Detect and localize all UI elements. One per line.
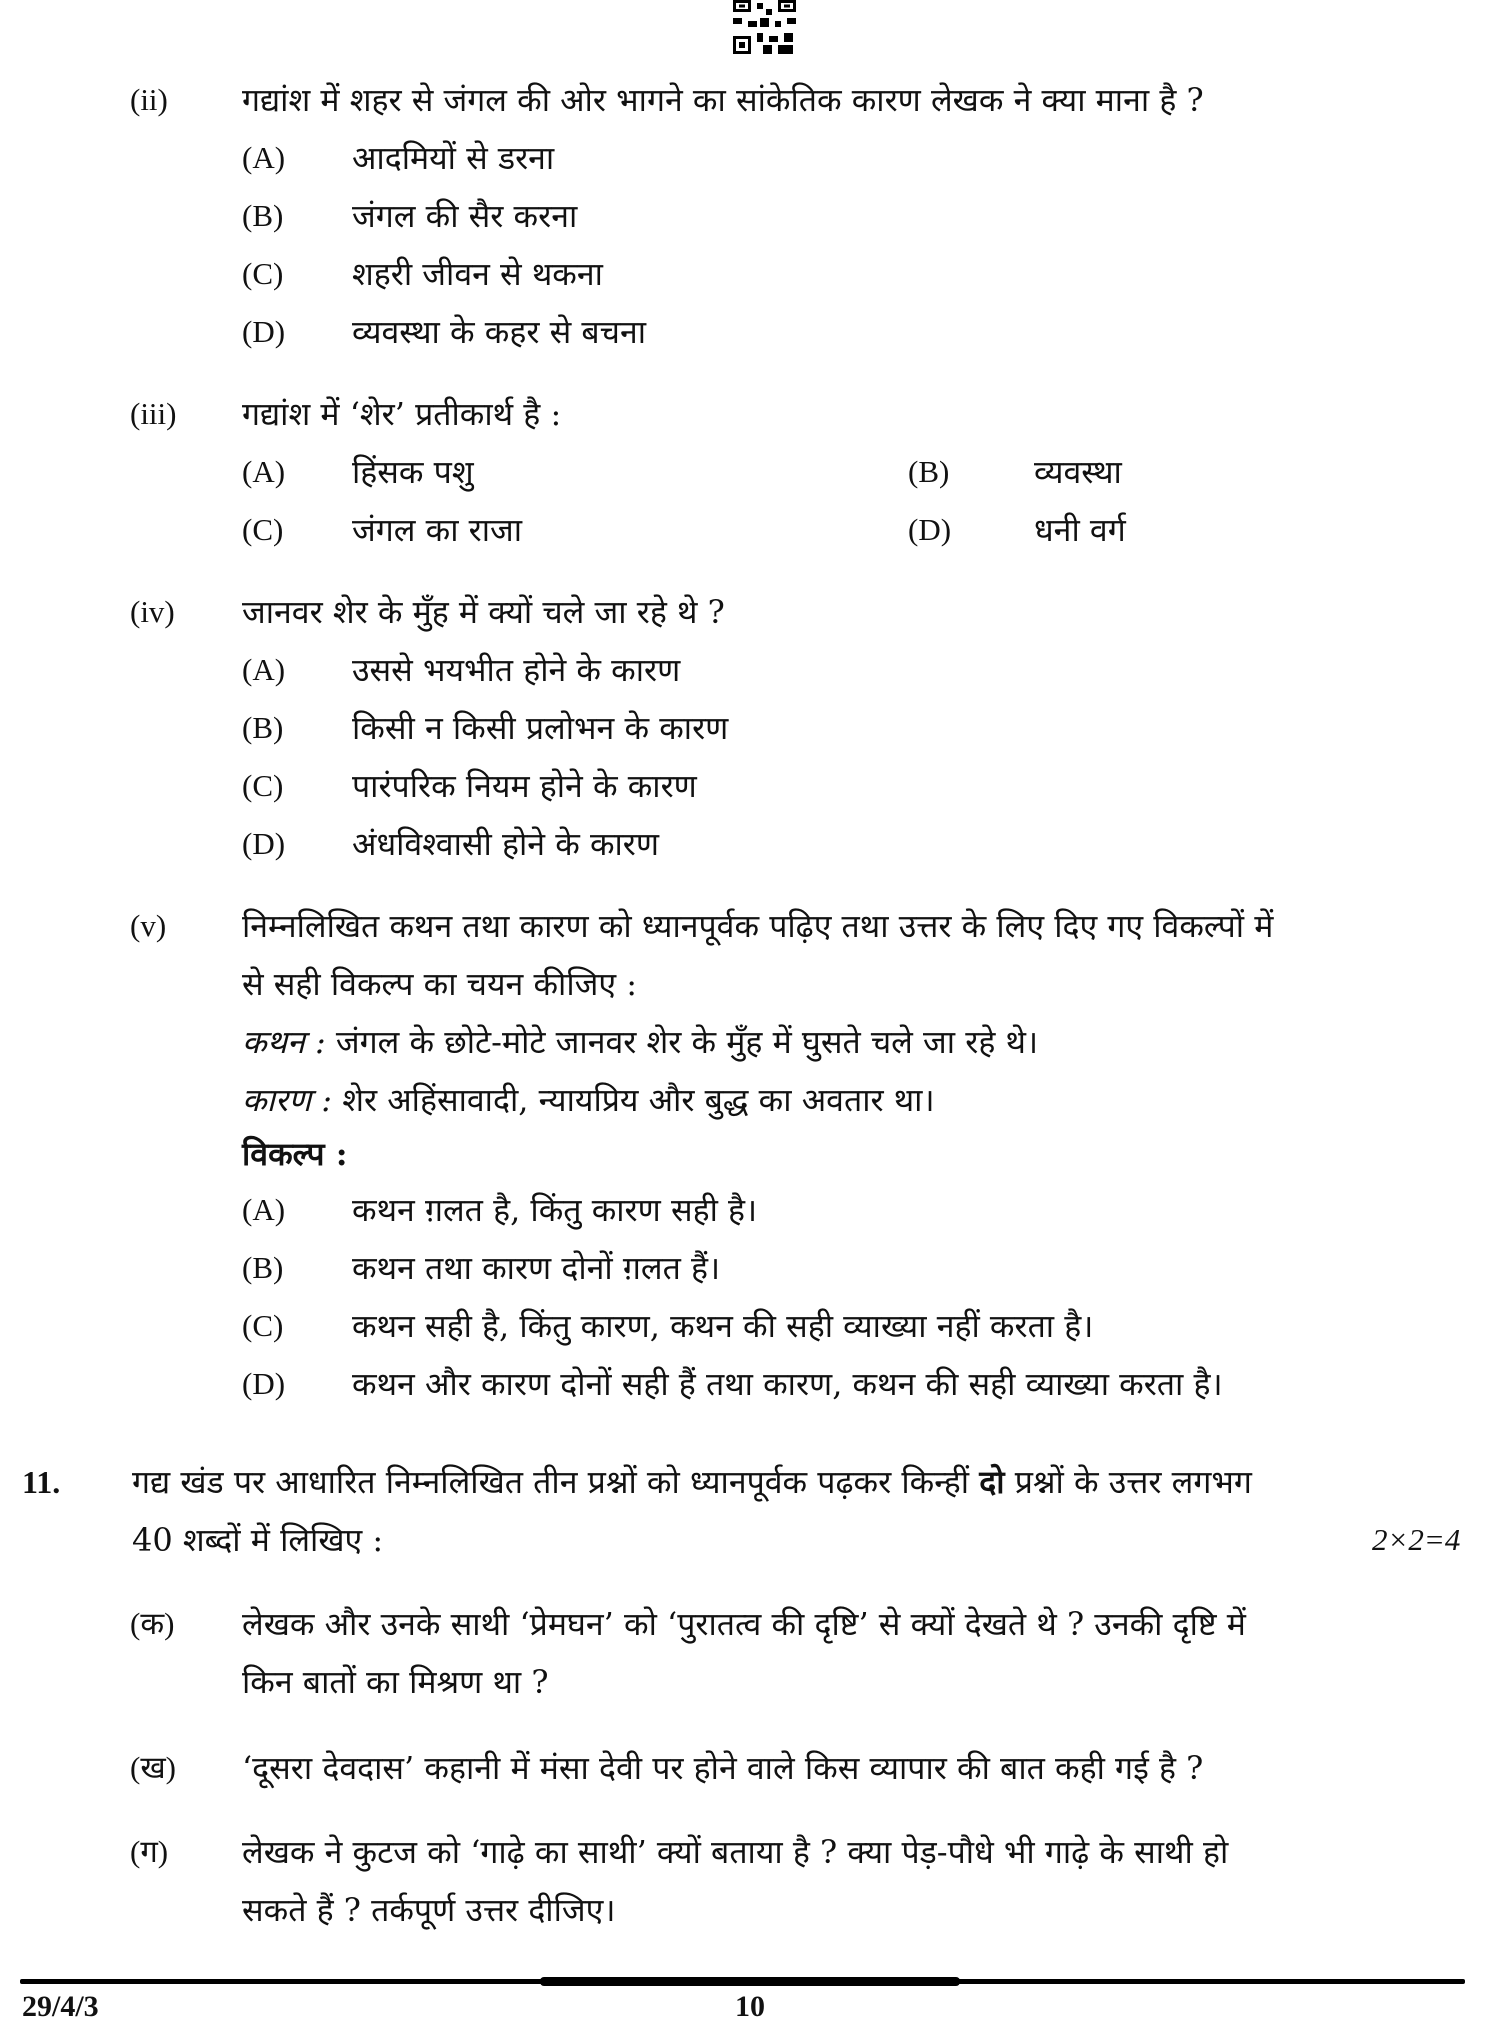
option-label: (D) [242, 314, 286, 349]
sub-question-number: (iii) [130, 396, 177, 431]
option-label: (A) [242, 140, 286, 175]
page-number: 10 [735, 1990, 765, 2023]
sub-question-number: (iv) [130, 594, 175, 629]
sub-question-text-line1: निम्नलिखित कथन तथा कारण को ध्यानपूर्वक पढ़िए तथा उत्तर के लिए दिए गए विकल्पों में [242, 907, 1274, 945]
option-text: कथन और कारण दोनों सही हैं तथा कारण, कथन की सही व्याख्या करता है। [352, 1365, 1223, 1403]
option-text: कथन ग़लत है, किंतु कारण सही है। [352, 1191, 758, 1229]
option-text: पारंपरिक नियम होने के कारण [352, 767, 697, 805]
question-instruction-line2: 40 शब्दों में लिखिए : [132, 1521, 384, 1559]
reason-text: शेर अहिंसावादी, न्यायप्रिय और बुद्ध का अवतार था। [342, 1081, 935, 1119]
question-instruction-line1 [132, 1462, 1252, 1502]
part-label: (क) [130, 1606, 175, 1641]
option-label: (B) [242, 1250, 284, 1285]
sub-question-text-line2: से सही विकल्प का चयन कीजिए : [242, 965, 638, 1003]
option-text: अंधविश्वासी होने के कारण [352, 825, 660, 863]
option-text: व्यवस्था [1034, 453, 1122, 491]
paper-code: 29/4/3 [22, 1990, 99, 2023]
question-number: 11. [22, 1464, 61, 1500]
reason-label: कारण : [242, 1081, 333, 1119]
part-text-line1: लेखक ने कुटज को ‘गाढ़े का साथी’ क्यों बताया है ? क्या पेड़-पौधे भी गाढ़े के साथी हो [242, 1833, 1229, 1871]
sub-question-text: गद्यांश में ‘शेर’ प्रतीकार्थ है : [242, 395, 562, 433]
option-label: (C) [242, 1308, 284, 1343]
instruction-text: प्रश्नों के उत्तर लगभग [1004, 1463, 1252, 1501]
option-text: जंगल का राजा [352, 511, 523, 549]
instruction-emphasis: दो [979, 1463, 1005, 1501]
option-label: (B) [242, 710, 284, 745]
qr-code-icon [730, 0, 802, 60]
option-text: उससे भयभीत होने के कारण [352, 651, 681, 689]
option-text: कथन सही है, किंतु कारण, कथन की सही व्याख्या नहीं करता है। [352, 1307, 1094, 1345]
sub-question-number: (v) [130, 908, 167, 943]
option-text: शहरी जीवन से थकना [352, 255, 603, 293]
assertion [242, 1022, 1038, 1062]
option-label: (C) [242, 256, 284, 291]
reason [242, 1080, 935, 1120]
assertion-label: कथन : [242, 1023, 326, 1061]
option-label: (B) [908, 454, 950, 489]
footer-divider [20, 1979, 1465, 1984]
option-text: धनी वर्ग [1034, 511, 1126, 549]
option-text: व्यवस्था के कहर से बचना [352, 313, 647, 351]
option-label: (A) [242, 652, 286, 687]
assertion-text: जंगल के छोटे-मोटे जानवर शेर के मुँह में घुसते चले जा रहे थे। [335, 1023, 1039, 1061]
part-label: (ख) [130, 1750, 177, 1785]
option-text: कथन तथा कारण दोनों ग़लत हैं। [352, 1249, 721, 1287]
sub-question-text: जानवर शेर के मुँह में क्यों चले जा रहे थे ? [242, 593, 725, 631]
option-label: (D) [242, 1366, 286, 1401]
part-label: (ग) [130, 1834, 169, 1869]
sub-question-number: (ii) [130, 82, 168, 117]
option-label: (A) [242, 454, 286, 489]
option-text: हिंसक पशु [352, 453, 474, 491]
part-text-line1: ‘दूसरा देवदास’ कहानी में मंसा देवी पर होने वाले किस व्यापार की बात कही गई है ? [242, 1749, 1204, 1787]
marks-allocation: 2×2=4 [1372, 1522, 1461, 1557]
option-label: (B) [242, 198, 284, 233]
part-text-line2: किन बातों का मिश्रण था ? [242, 1663, 549, 1701]
options-heading: विकल्प : [242, 1135, 348, 1173]
option-label: (A) [242, 1192, 286, 1227]
option-label: (C) [242, 512, 284, 547]
sub-question-text: गद्यांश में शहर से जंगल की ओर भागने का सांकेतिक कारण लेखक ने क्या माना है ? [242, 81, 1204, 119]
instruction-text: गद्य खंड पर आधारित निम्नलिखित तीन प्रश्नों को ध्यानपूर्वक पढ़कर किन्हीं [132, 1463, 980, 1501]
option-label: (C) [242, 768, 284, 803]
option-text: किसी न किसी प्रलोभन के कारण [352, 709, 729, 747]
option-text: आदमियों से डरना [352, 139, 555, 177]
option-label: (D) [908, 512, 952, 547]
part-text-line1: लेखक और उनके साथी ‘प्रेमघन’ को ‘पुरातत्व की दृष्टि’ से क्यों देखते थे ? उनकी दृष्टि में [242, 1605, 1246, 1643]
option-label: (D) [242, 826, 286, 861]
option-text: जंगल की सैर करना [352, 197, 578, 235]
part-text-line2: सकते हैं ? तर्कपूर्ण उत्तर दीजिए। [242, 1891, 616, 1929]
